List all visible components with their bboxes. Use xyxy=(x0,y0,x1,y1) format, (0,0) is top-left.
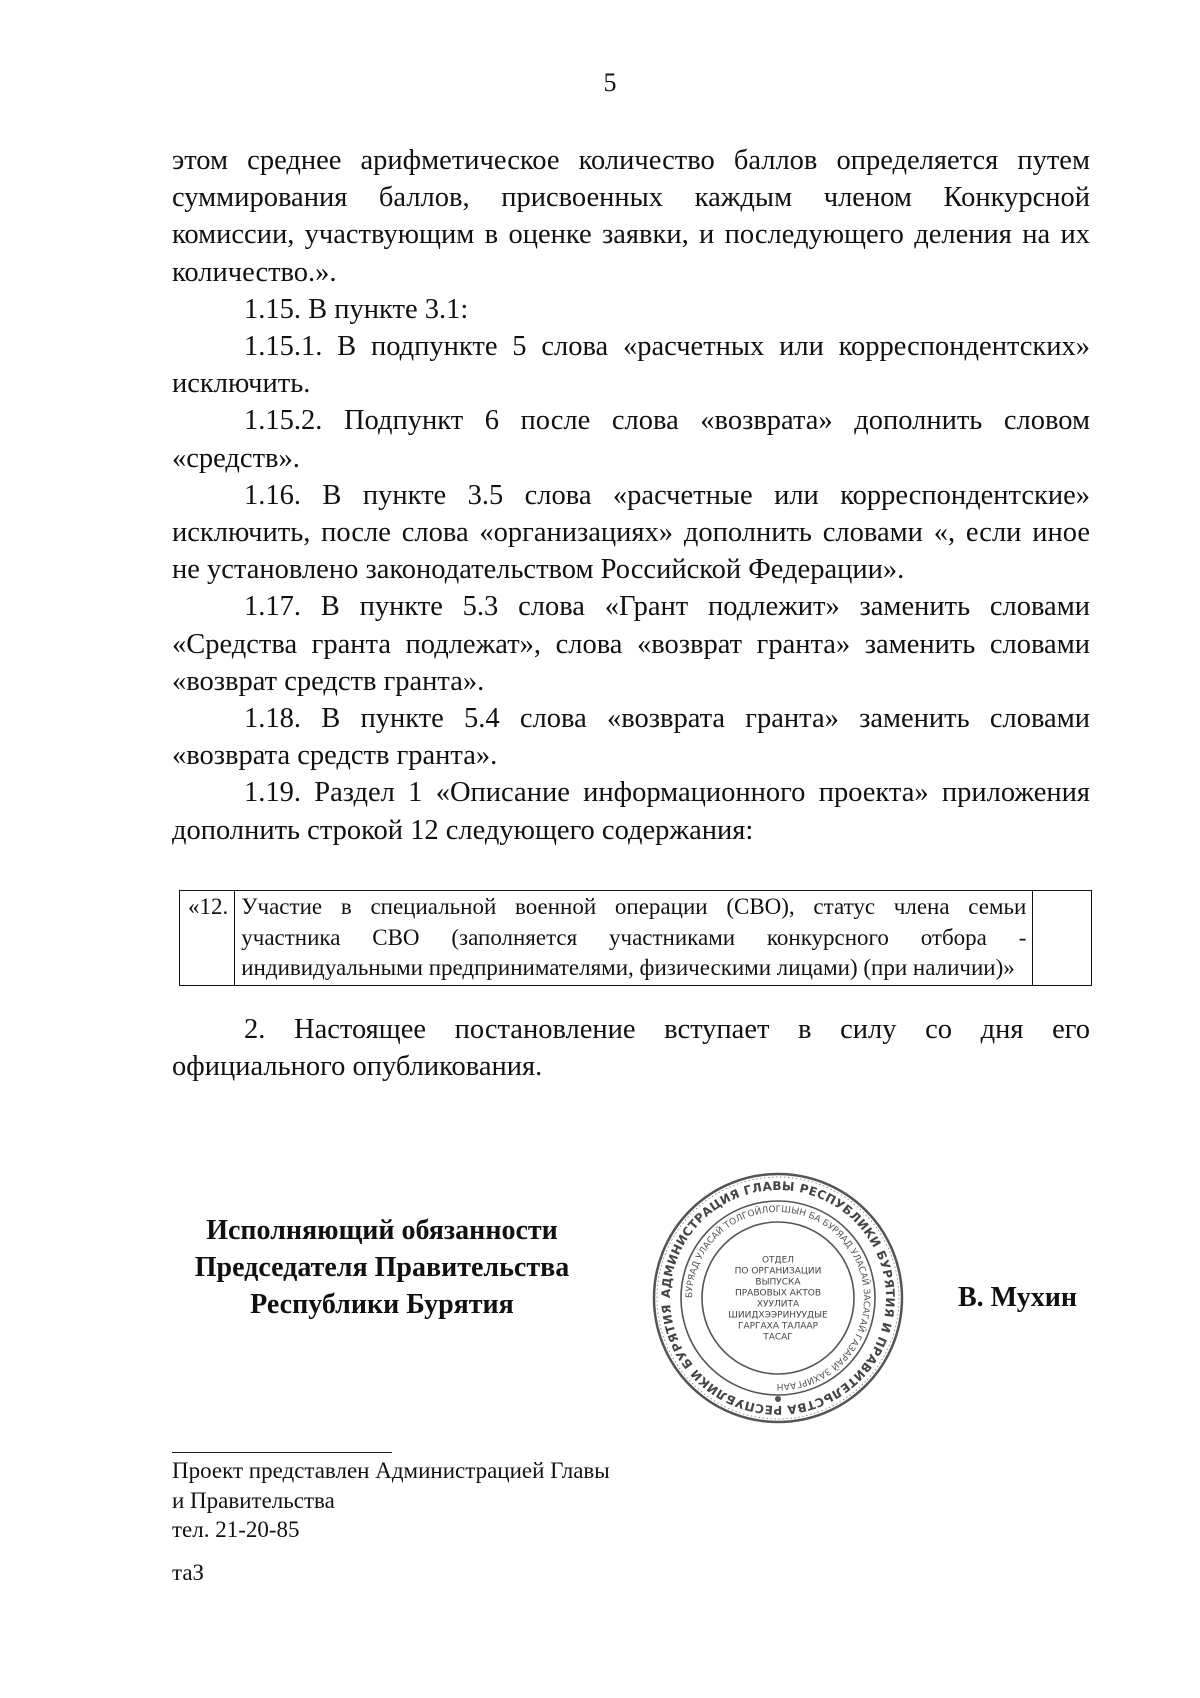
effective-date-clause: 2. Настоящее постановление вступает в силу со дня его официального опубликования. xyxy=(172,1014,1090,1083)
submission-note xyxy=(172,1456,610,1545)
seal-center-line: ОТДЕЛ xyxy=(761,1255,795,1266)
seal-center-text xyxy=(728,1256,828,1343)
document-code: таЗ xyxy=(172,1560,205,1585)
position-line: Исполняющий обязанности xyxy=(206,1215,558,1246)
seal-center-line: ГАРГАХА ТАЛААР xyxy=(737,1321,819,1332)
page-number: 5 xyxy=(603,68,617,97)
footnote-line: тел. 21-20-85 xyxy=(172,1517,300,1542)
signatory-position xyxy=(172,1212,592,1323)
footnote-divider xyxy=(172,1452,392,1453)
body-paragraph: 1.15.2. Подпункт 6 после слова «возврата» дополнить словом «средств». xyxy=(172,405,1090,474)
body-paragraph: 1.15.1. В подпункте 5 слова «расчетных или корреспондентских» исключить. xyxy=(172,331,1090,400)
body-paragraph: 1.17. В пункте 5.3 слова «Грант подлежит» заменить словами «Средства гранта подлежат», слова «возврат гранта» заменить словами «возврат средств гранта». xyxy=(172,591,1090,697)
body-paragraph: 1.15. В пункте 3.1: xyxy=(244,293,469,325)
body-paragraph: этом среднее арифметическое количество баллов определяется путем суммирования баллов, присвоенных каждым членом Конкурсной комиссии, участвующим в оценке заявки, и последующего деления на их количество.». xyxy=(172,145,1090,288)
appendix-row-table xyxy=(179,890,1092,986)
footnote-line: и Правительства xyxy=(172,1487,335,1513)
seal-center-line: ВЫПУСКА xyxy=(755,1277,801,1288)
row-value xyxy=(1033,891,1092,986)
table-row xyxy=(180,891,1092,986)
body-paragraph: 1.16. В пункте 3.5 слова «расчетные или корреспондентские» исключить, после слова «организациях» дополнить словами «, если иное не установлено законодательством Российской Федерации». xyxy=(172,479,1090,586)
row-content: Участие в специальной военной операции (СВО), статус члена семьи участника СВО (заполняется участниками конкурсного отбора - индивидуальными предпринимателями, физическими лицами) (при наличии)» xyxy=(235,891,1033,986)
seal-center-line: ХУУЛИТА xyxy=(756,1299,800,1310)
signatory-name: В. Мухин xyxy=(958,1282,1077,1313)
body-paragraph: 1.19. Раздел 1 «Описание информационного проекта» приложения дополнить строкой 12 следующего содержания: xyxy=(172,777,1090,846)
seal-center-line: ПО ОРГАНИЗАЦИИ xyxy=(734,1266,822,1277)
position-line: Председателя Правительства xyxy=(194,1252,570,1283)
seal-outer-ring-text: АДМИНИСТРАЦИЯ ГЛАВЫ РЕСПУБЛИКИ БУРЯТИЯ И ПРАВИТЕЛЬСТВА РЕСПУБЛИКИ БУРЯТИЯ xyxy=(658,1178,898,1418)
position-line: Республики Бурятия xyxy=(250,1289,514,1320)
seal-center-line: ПРАВОВЫХ АКТОВ xyxy=(734,1288,822,1299)
seal-center-line: ТАСАГ xyxy=(763,1332,793,1343)
seal-center-line: ШИИДХЭЭРИНУУДЫЕ xyxy=(728,1310,828,1321)
document-body xyxy=(172,142,1090,849)
official-seal-stamp xyxy=(648,1168,908,1428)
body-paragraph: 1.18. В пункте 5.4 слова «возврата гранта» заменить словами «возврата средств гранта». xyxy=(172,703,1090,772)
seal-inner-ring-text: БУРЯАД УЛАСАЙ ТОЛГОЙЛОГШЫН БА БУРЯАД УЛАСАЙ ЗАСАГАЙ ГАЗАРАЙ ЗАХИРГААН xyxy=(684,1204,872,1392)
footnote-line: Проект представлен Администрацией Главы xyxy=(172,1458,610,1483)
row-number: «12. xyxy=(180,891,235,986)
